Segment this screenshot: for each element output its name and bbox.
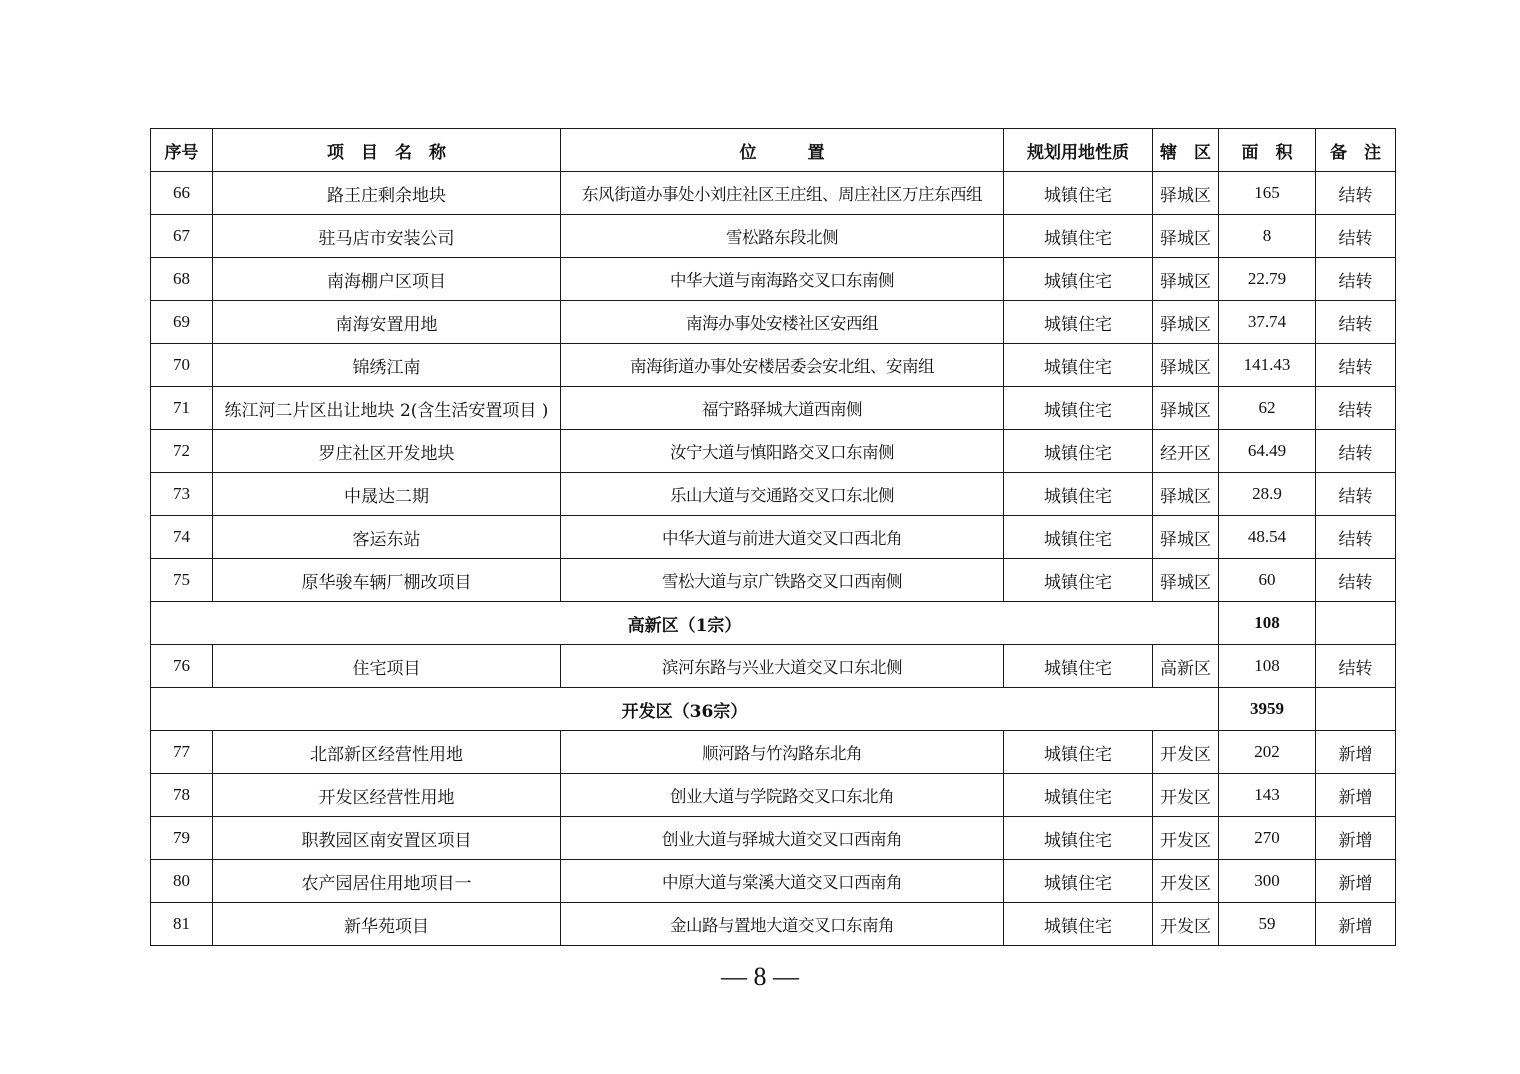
cell-district: 开发区: [1153, 860, 1219, 903]
table-row: [151, 559, 1396, 602]
cell-district: 驿城区: [1153, 301, 1219, 344]
cell-area: 37.74: [1219, 301, 1316, 344]
table-row: [151, 215, 1396, 258]
cell-district: 开发区: [1153, 817, 1219, 860]
group-note-empty: [1316, 602, 1396, 645]
cell-land-use: 城镇住宅: [1004, 774, 1153, 817]
cell-note: 新增: [1316, 903, 1396, 946]
cell-note: 结转: [1316, 387, 1396, 430]
cell-location: 中华大道与南海路交叉口东南侧: [561, 258, 1004, 301]
group-label: 高新区（1宗）: [151, 602, 1219, 645]
cell-name: 中晟达二期: [213, 473, 561, 516]
table-header-row: [151, 129, 1396, 172]
cell-name: 新华苑项目: [213, 903, 561, 946]
cell-land-use: 城镇住宅: [1004, 516, 1153, 559]
cell-area: 62: [1219, 387, 1316, 430]
cell-district: 驿城区: [1153, 559, 1219, 602]
cell-location: 南海街道办事处安楼居委会安北组、安南组: [561, 344, 1004, 387]
land-supply-table: [150, 128, 1396, 946]
cell-district: 开发区: [1153, 774, 1219, 817]
cell-name: 驻马店市安装公司: [213, 215, 561, 258]
group-total-area: 3959: [1219, 688, 1316, 731]
cell-area: 28.9: [1219, 473, 1316, 516]
cell-land-use: 城镇住宅: [1004, 430, 1153, 473]
header-land-use: 规划用地性质: [1004, 129, 1153, 172]
cell-no: 71: [151, 387, 213, 430]
cell-no: 77: [151, 731, 213, 774]
group-note-empty: [1316, 688, 1396, 731]
cell-land-use: 城镇住宅: [1004, 301, 1153, 344]
cell-area: 202: [1219, 731, 1316, 774]
cell-note: 新增: [1316, 860, 1396, 903]
cell-note: 结转: [1316, 215, 1396, 258]
cell-location: 顺河路与竹沟路东北角: [561, 731, 1004, 774]
cell-note: 新增: [1316, 774, 1396, 817]
cell-note: 结转: [1316, 516, 1396, 559]
cell-no: 79: [151, 817, 213, 860]
cell-district: 开发区: [1153, 731, 1219, 774]
cell-location: 滨河东路与兴业大道交叉口东北侧: [561, 645, 1004, 688]
cell-no: 67: [151, 215, 213, 258]
cell-note: 结转: [1316, 301, 1396, 344]
cell-land-use: 城镇住宅: [1004, 559, 1153, 602]
header-name: 项 目 名 称: [213, 129, 561, 172]
cell-name: 路王庄剩余地块: [213, 172, 561, 215]
cell-note: 结转: [1316, 258, 1396, 301]
cell-district: 经开区: [1153, 430, 1219, 473]
cell-name: 罗庄社区开发地块: [213, 430, 561, 473]
cell-district: 驿城区: [1153, 387, 1219, 430]
cell-name: 农产园居住用地项目一: [213, 860, 561, 903]
cell-no: 81: [151, 903, 213, 946]
cell-name: 南海棚户区项目: [213, 258, 561, 301]
header-note: 备 注: [1316, 129, 1396, 172]
cell-name: 客运东站: [213, 516, 561, 559]
cell-area: 300: [1219, 860, 1316, 903]
header-district: 辖 区: [1153, 129, 1219, 172]
cell-land-use: 城镇住宅: [1004, 860, 1153, 903]
cell-location: 雪松路东段北侧: [561, 215, 1004, 258]
table-row: [151, 344, 1396, 387]
cell-area: 48.54: [1219, 516, 1316, 559]
cell-location: 东风街道办事处小刘庄社区王庄组、周庄社区万庄东西组: [561, 172, 1004, 215]
cell-note: 新增: [1316, 731, 1396, 774]
cell-land-use: 城镇住宅: [1004, 645, 1153, 688]
cell-area: 270: [1219, 817, 1316, 860]
page-number: — 8 —: [721, 962, 799, 991]
table-row: [151, 473, 1396, 516]
table-row: [151, 516, 1396, 559]
cell-no: 73: [151, 473, 213, 516]
cell-location: 福宁路驿城大道西南侧: [561, 387, 1004, 430]
cell-area: 60: [1219, 559, 1316, 602]
table-row: [151, 301, 1396, 344]
cell-location: 乐山大道与交通路交叉口东北侧: [561, 473, 1004, 516]
cell-district: 驿城区: [1153, 215, 1219, 258]
cell-name: 住宅项目: [213, 645, 561, 688]
cell-name: 练江河二片区出让地块 2(含生活安置项目 ): [213, 387, 561, 430]
cell-no: 68: [151, 258, 213, 301]
cell-location: 金山路与置地大道交叉口东南角: [561, 903, 1004, 946]
cell-area: 59: [1219, 903, 1316, 946]
cell-name: 开发区经营性用地: [213, 774, 561, 817]
cell-note: 结转: [1316, 645, 1396, 688]
cell-no: 69: [151, 301, 213, 344]
cell-location: 中原大道与棠溪大道交叉口西南角: [561, 860, 1004, 903]
table-row: [151, 172, 1396, 215]
cell-district: 驿城区: [1153, 516, 1219, 559]
group-total-area: 108: [1219, 602, 1316, 645]
cell-district: 驿城区: [1153, 258, 1219, 301]
header-location: 位 置: [561, 129, 1004, 172]
table-row: [151, 774, 1396, 817]
cell-no: 72: [151, 430, 213, 473]
cell-location: 汝宁大道与慎阳路交叉口东南侧: [561, 430, 1004, 473]
cell-no: 75: [151, 559, 213, 602]
cell-land-use: 城镇住宅: [1004, 215, 1153, 258]
group-label: 开发区（36宗）: [151, 688, 1219, 731]
cell-location: 中华大道与前进大道交叉口西北角: [561, 516, 1004, 559]
cell-area: 108: [1219, 645, 1316, 688]
cell-area: 64.49: [1219, 430, 1316, 473]
cell-no: 76: [151, 645, 213, 688]
cell-district: 驿城区: [1153, 473, 1219, 516]
table-row: [151, 817, 1396, 860]
cell-note: 结转: [1316, 430, 1396, 473]
cell-land-use: 城镇住宅: [1004, 903, 1153, 946]
table-row: [151, 387, 1396, 430]
cell-land-use: 城镇住宅: [1004, 387, 1153, 430]
cell-no: 80: [151, 860, 213, 903]
cell-no: 70: [151, 344, 213, 387]
cell-district: 高新区: [1153, 645, 1219, 688]
table-row: [151, 860, 1396, 903]
table-row: [151, 731, 1396, 774]
cell-note: 结转: [1316, 344, 1396, 387]
header-no: 序号: [151, 129, 213, 172]
cell-area: 8: [1219, 215, 1316, 258]
cell-location: 创业大道与学院路交叉口东北角: [561, 774, 1004, 817]
cell-name: 锦绣江南: [213, 344, 561, 387]
table-row: [151, 903, 1396, 946]
cell-no: 78: [151, 774, 213, 817]
cell-note: 结转: [1316, 172, 1396, 215]
header-area: 面 积: [1219, 129, 1316, 172]
cell-no: 74: [151, 516, 213, 559]
cell-note: 新增: [1316, 817, 1396, 860]
cell-name: 原华骏车辆厂棚改项目: [213, 559, 561, 602]
table-row: [151, 258, 1396, 301]
cell-name: 南海安置用地: [213, 301, 561, 344]
cell-district: 驿城区: [1153, 344, 1219, 387]
cell-land-use: 城镇住宅: [1004, 172, 1153, 215]
cell-land-use: 城镇住宅: [1004, 473, 1153, 516]
cell-note: 结转: [1316, 473, 1396, 516]
group-row: [151, 602, 1396, 645]
cell-land-use: 城镇住宅: [1004, 344, 1153, 387]
cell-name: 北部新区经营性用地: [213, 731, 561, 774]
cell-district: 驿城区: [1153, 172, 1219, 215]
cell-location: 南海办事处安楼社区安西组: [561, 301, 1004, 344]
cell-name: 职教园区南安置区项目: [213, 817, 561, 860]
cell-note: 结转: [1316, 559, 1396, 602]
table-row: [151, 645, 1396, 688]
cell-location: 雪松大道与京广铁路交叉口西南侧: [561, 559, 1004, 602]
cell-land-use: 城镇住宅: [1004, 817, 1153, 860]
table-row: [151, 430, 1396, 473]
cell-area: 165: [1219, 172, 1316, 215]
cell-area: 141.43: [1219, 344, 1316, 387]
group-row: [151, 688, 1396, 731]
cell-district: 开发区: [1153, 903, 1219, 946]
table-body: [151, 172, 1396, 946]
cell-land-use: 城镇住宅: [1004, 258, 1153, 301]
cell-land-use: 城镇住宅: [1004, 731, 1153, 774]
cell-area: 143: [1219, 774, 1316, 817]
cell-location: 创业大道与驿城大道交叉口西南角: [561, 817, 1004, 860]
cell-area: 22.79: [1219, 258, 1316, 301]
cell-no: 66: [151, 172, 213, 215]
